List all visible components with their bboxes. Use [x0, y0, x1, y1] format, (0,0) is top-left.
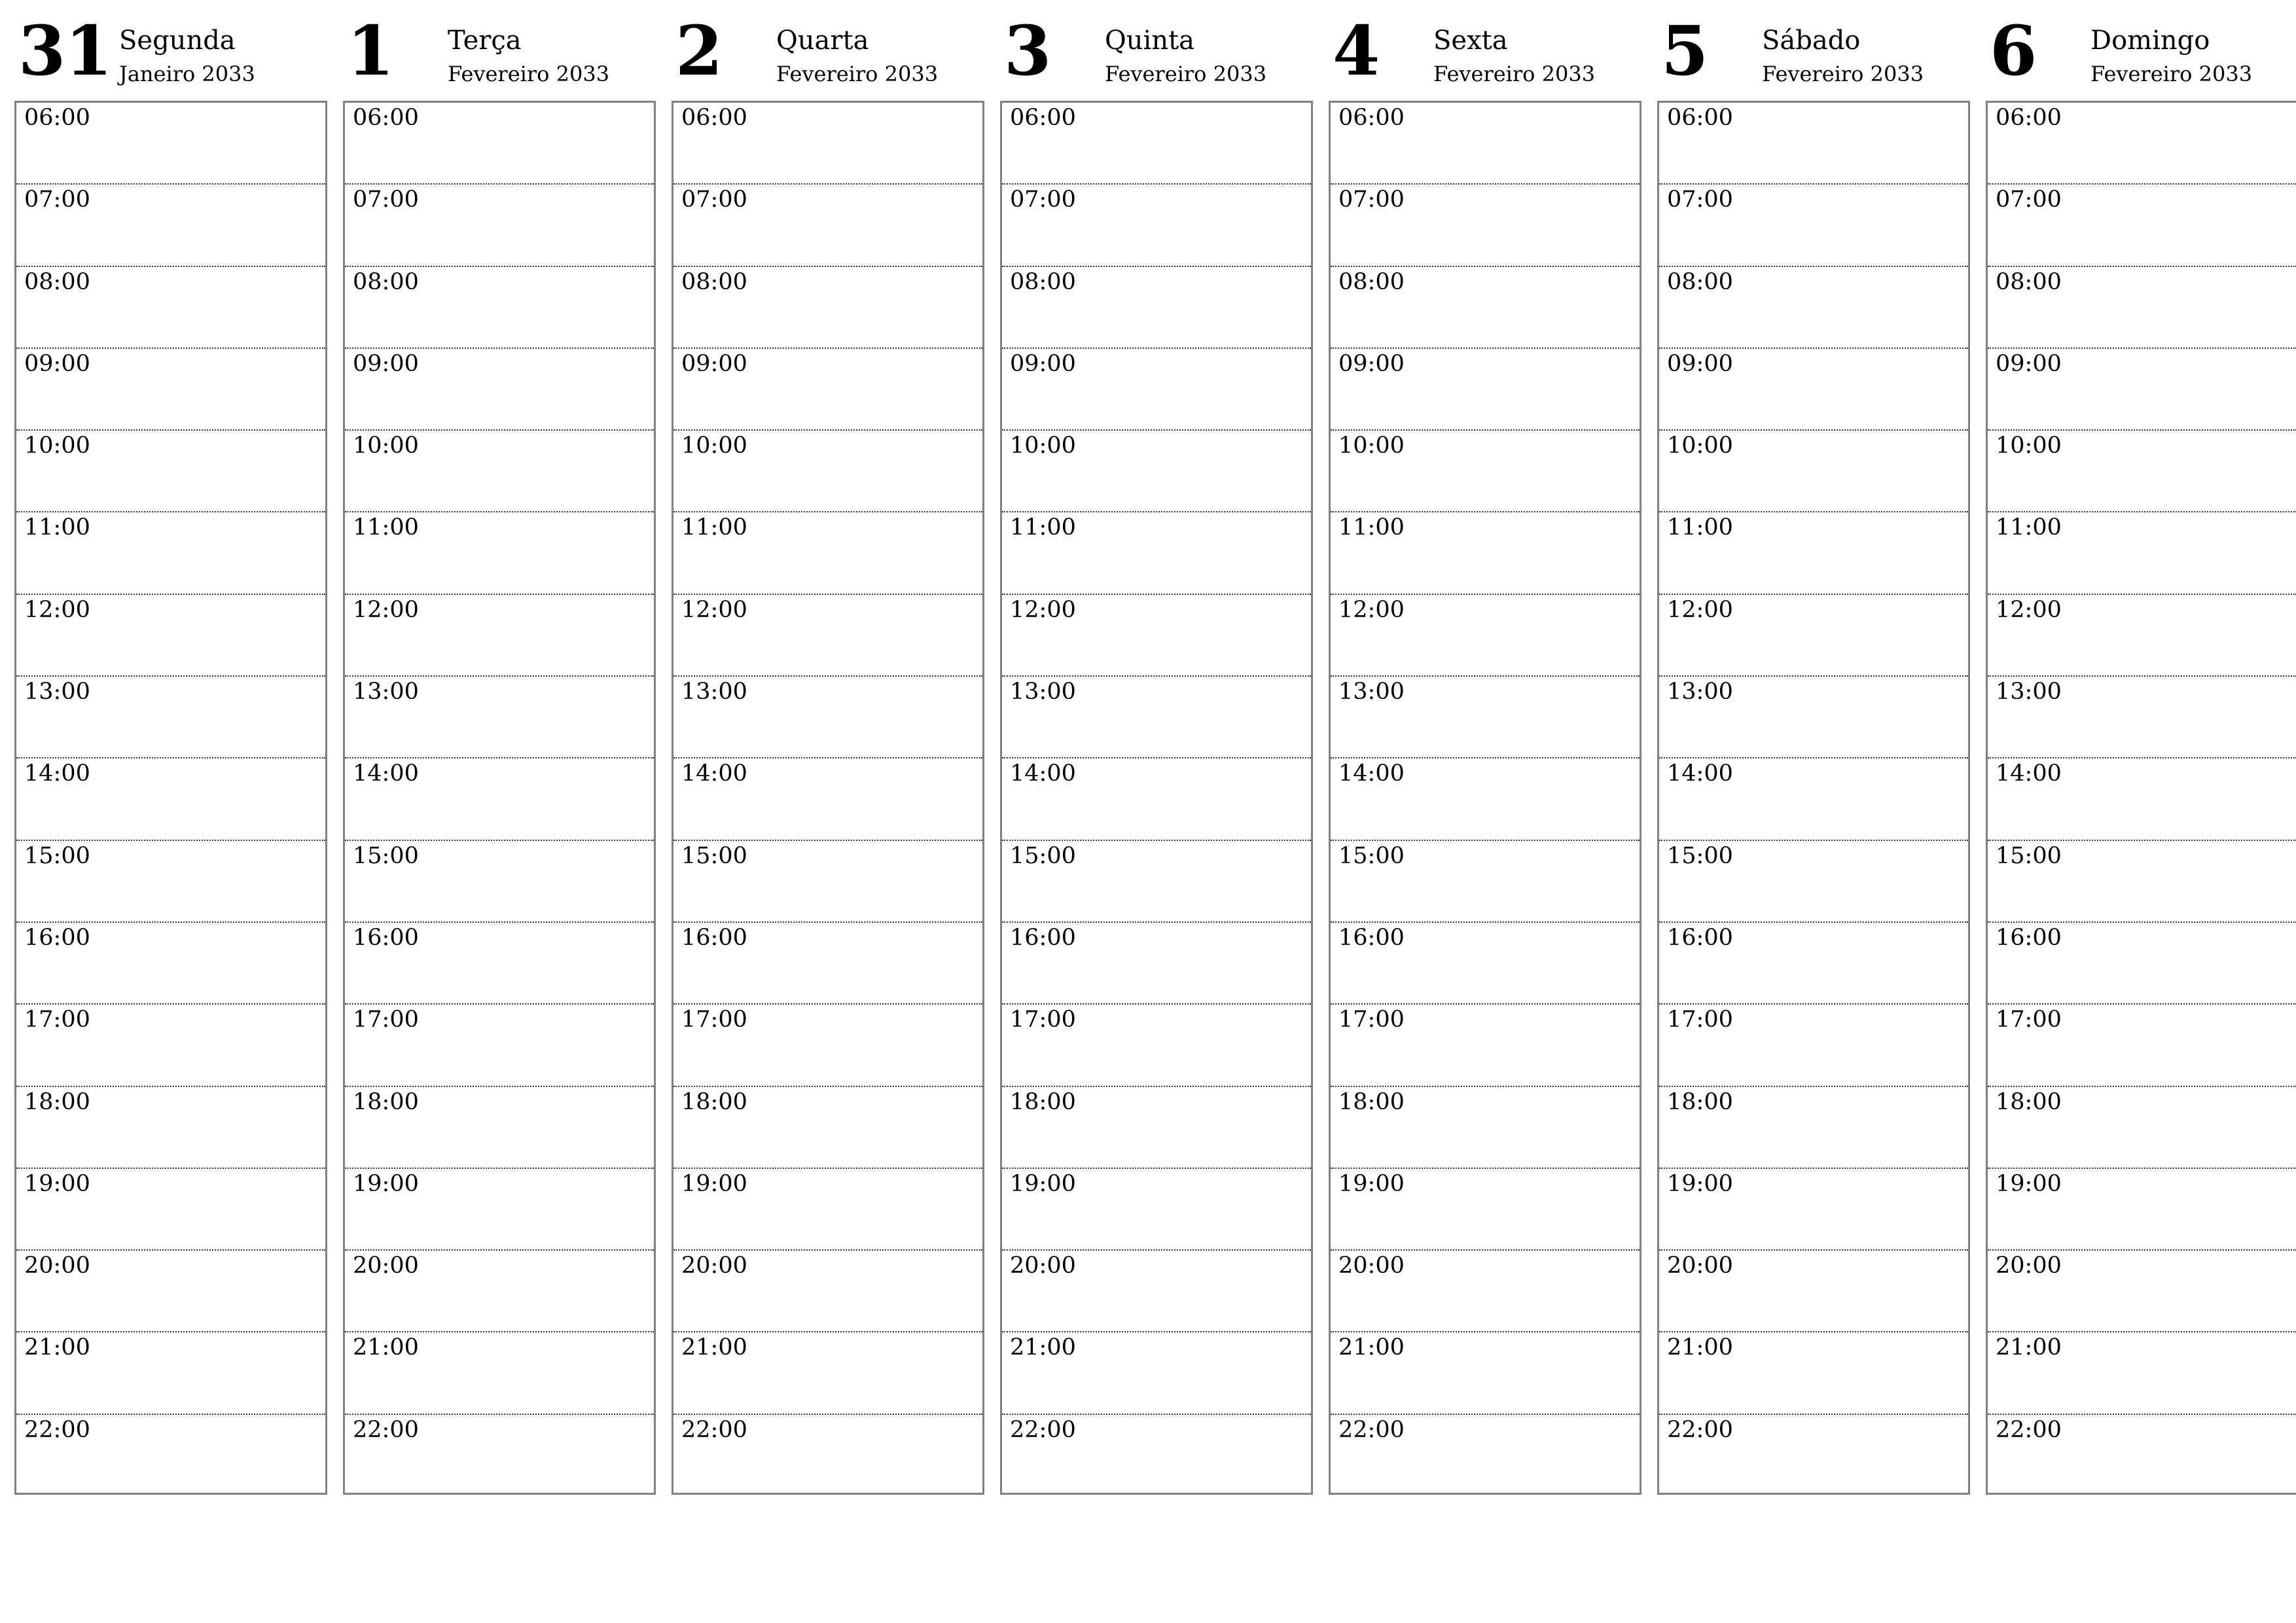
time-slot[interactable] — [1659, 1251, 1968, 1332]
time-slot[interactable] — [16, 1087, 325, 1169]
time-slot[interactable] — [1659, 1169, 1968, 1251]
time-slot-label: 08:00 — [24, 268, 90, 295]
day-header — [1000, 10, 1313, 101]
time-slot[interactable] — [1331, 923, 1640, 1005]
time-slot[interactable] — [1988, 1169, 2296, 1251]
day-header — [1657, 10, 1970, 101]
time-slot[interactable] — [673, 349, 982, 431]
weekday-label: Terça — [448, 26, 522, 56]
day-number: 2 — [675, 10, 723, 91]
day-number: 4 — [1333, 10, 1380, 91]
time-slot[interactable] — [16, 1169, 325, 1251]
time-slot[interactable] — [16, 267, 325, 349]
day-schedule-box — [14, 101, 327, 1495]
weekday-label: Quinta — [1105, 26, 1195, 56]
time-slot[interactable] — [1331, 841, 1640, 923]
time-slot-label: 19:00 — [1338, 1170, 1405, 1197]
time-slot[interactable] — [1659, 1005, 1968, 1086]
time-slot-label: 22:00 — [1338, 1416, 1405, 1443]
time-slot-label: 20:00 — [1667, 1253, 1733, 1279]
time-slot[interactable] — [1659, 103, 1968, 185]
time-slot-label: 12:00 — [24, 596, 90, 623]
time-slot[interactable] — [673, 431, 982, 512]
time-slot-label: 12:00 — [1010, 596, 1076, 623]
time-slot-label: 21:00 — [353, 1334, 419, 1361]
time-slot-label: 16:00 — [24, 924, 90, 951]
day-schedule-box — [1329, 101, 1641, 1495]
time-slot[interactable] — [1002, 841, 1311, 923]
time-slot-label: 10:00 — [1996, 433, 2062, 459]
time-slot-label: 10:00 — [353, 433, 419, 459]
time-slot-label: 11:00 — [1996, 514, 2062, 541]
time-slot[interactable] — [1331, 1415, 1640, 1497]
time-slot-label: 18:00 — [1010, 1088, 1076, 1115]
time-slot-label: 20:00 — [681, 1253, 747, 1279]
time-slot-label: 18:00 — [353, 1088, 419, 1115]
time-slot-label: 17:00 — [24, 1007, 90, 1033]
time-slot-label: 19:00 — [353, 1170, 419, 1197]
time-slot-label: 11:00 — [1010, 514, 1076, 541]
time-slot[interactable] — [1002, 1087, 1311, 1169]
time-slot[interactable] — [1331, 1251, 1640, 1332]
time-slot[interactable] — [345, 267, 654, 349]
time-slot-label: 22:00 — [1996, 1416, 2062, 1443]
time-slot-label: 20:00 — [1010, 1253, 1076, 1279]
time-slot-label: 17:00 — [1996, 1007, 2062, 1033]
time-slot[interactable] — [673, 103, 982, 185]
time-slot[interactable] — [1988, 1251, 2296, 1332]
time-slot[interactable] — [1331, 512, 1640, 594]
time-slot[interactable] — [1659, 349, 1968, 431]
day-number: 5 — [1661, 10, 1708, 91]
time-slot[interactable] — [345, 185, 654, 266]
time-slot-label: 17:00 — [1667, 1007, 1733, 1033]
time-slot[interactable] — [673, 1415, 982, 1497]
time-slot-label: 22:00 — [1667, 1416, 1733, 1443]
time-slot-label: 06:00 — [1338, 105, 1405, 131]
time-slot[interactable] — [1331, 1169, 1640, 1251]
time-slot-label: 16:00 — [353, 924, 419, 951]
time-slot-label: 15:00 — [1667, 842, 1733, 869]
time-slot-label: 11:00 — [1338, 514, 1405, 541]
time-slot-label: 09:00 — [1338, 350, 1405, 377]
time-slot-label: 16:00 — [681, 924, 747, 951]
time-slot[interactable] — [16, 1415, 325, 1497]
time-slot[interactable] — [16, 185, 325, 266]
time-slot[interactable] — [345, 431, 654, 512]
time-slot[interactable] — [345, 841, 654, 923]
weekday-label: Sábado — [1762, 26, 1861, 56]
time-slot-label: 13:00 — [24, 679, 90, 705]
time-slot-label: 08:00 — [353, 268, 419, 295]
time-slot-label: 08:00 — [1996, 268, 2062, 295]
time-slot-label: 06:00 — [353, 105, 419, 131]
time-slot[interactable] — [1659, 431, 1968, 512]
month-year-label: Fevereiro 2033 — [448, 62, 610, 86]
time-slot[interactable] — [345, 1251, 654, 1332]
time-slot[interactable] — [345, 1005, 654, 1086]
time-slot[interactable] — [1002, 349, 1311, 431]
time-slot[interactable] — [1988, 349, 2296, 431]
time-slot-label: 06:00 — [1996, 105, 2062, 131]
weekday-label: Segunda — [119, 26, 236, 56]
time-slot[interactable] — [1988, 923, 2296, 1005]
time-slot[interactable] — [16, 677, 325, 758]
time-slot[interactable] — [1002, 185, 1311, 266]
time-slot[interactable] — [1002, 923, 1311, 1005]
time-slot[interactable] — [1002, 1332, 1311, 1414]
day-schedule-box — [1000, 101, 1313, 1495]
time-slot[interactable] — [1331, 677, 1640, 758]
time-slot[interactable] — [345, 1087, 654, 1169]
day-schedule-box — [1657, 101, 1970, 1495]
time-slot[interactable] — [1659, 185, 1968, 266]
time-slot[interactable] — [1988, 1005, 2296, 1086]
time-slot-label: 07:00 — [1667, 187, 1733, 213]
time-slot[interactable] — [673, 267, 982, 349]
time-slot[interactable] — [1002, 595, 1311, 677]
time-slot-label: 17:00 — [1010, 1007, 1076, 1033]
time-slot[interactable] — [345, 677, 654, 758]
time-slot[interactable] — [1002, 103, 1311, 185]
time-slot-label: 12:00 — [1996, 596, 2062, 623]
month-year-label: Fevereiro 2033 — [1105, 62, 1267, 86]
time-slot-label: 14:00 — [1996, 760, 2062, 787]
day-number: 6 — [1990, 10, 2037, 91]
time-slot-label: 12:00 — [1338, 596, 1405, 623]
time-slot[interactable] — [1659, 1415, 1968, 1497]
time-slot[interactable] — [345, 1332, 654, 1414]
time-slot[interactable] — [1988, 1415, 2296, 1497]
time-slot-label: 12:00 — [681, 596, 747, 623]
time-slot-label: 22:00 — [24, 1416, 90, 1443]
time-slot[interactable] — [1331, 267, 1640, 349]
time-slot[interactable] — [673, 1251, 982, 1332]
day-schedule-box — [1986, 101, 2296, 1495]
time-slot-label: 22:00 — [681, 1416, 747, 1443]
time-slot[interactable] — [1988, 185, 2296, 266]
time-slot-label: 13:00 — [681, 679, 747, 705]
time-slot[interactable] — [1002, 1415, 1311, 1497]
time-slot[interactable] — [1988, 595, 2296, 677]
time-slot-label: 22:00 — [353, 1416, 419, 1443]
time-slot-label: 20:00 — [353, 1253, 419, 1279]
time-slot[interactable] — [16, 431, 325, 512]
time-slot-label: 09:00 — [24, 350, 90, 377]
time-slot[interactable] — [1659, 677, 1968, 758]
time-slot[interactable] — [673, 841, 982, 923]
day-column — [1657, 10, 1970, 1495]
time-slot[interactable] — [1331, 758, 1640, 840]
time-slot-label: 14:00 — [681, 760, 747, 787]
time-slot[interactable] — [16, 1251, 325, 1332]
time-slot-label: 18:00 — [24, 1088, 90, 1115]
day-header — [14, 10, 327, 101]
day-header — [343, 10, 656, 101]
day-column — [343, 10, 656, 1495]
time-slot-label: 07:00 — [681, 187, 747, 213]
time-slot[interactable] — [673, 1169, 982, 1251]
time-slot-label: 14:00 — [24, 760, 90, 787]
time-slot-label: 09:00 — [1667, 350, 1733, 377]
time-slot[interactable] — [1988, 758, 2296, 840]
time-slot-label: 09:00 — [1010, 350, 1076, 377]
time-slot-label: 08:00 — [1338, 268, 1405, 295]
day-number: 3 — [1004, 10, 1051, 91]
time-slot[interactable] — [16, 103, 325, 185]
time-slot[interactable] — [1988, 1332, 2296, 1414]
time-slot[interactable] — [345, 1415, 654, 1497]
time-slot[interactable] — [673, 185, 982, 266]
time-slot-label: 10:00 — [24, 433, 90, 459]
time-slot-label: 11:00 — [353, 514, 419, 541]
time-slot[interactable] — [1988, 841, 2296, 923]
time-slot[interactable] — [1988, 677, 2296, 758]
time-slot-label: 13:00 — [1010, 679, 1076, 705]
time-slot-label: 13:00 — [1667, 679, 1733, 705]
time-slot-label: 14:00 — [1338, 760, 1405, 787]
time-slot-label: 07:00 — [1338, 187, 1405, 213]
time-slot-label: 06:00 — [24, 105, 90, 131]
day-header — [1986, 10, 2296, 101]
time-slot-label: 12:00 — [353, 596, 419, 623]
time-slot-label: 20:00 — [1338, 1253, 1405, 1279]
day-column — [1986, 10, 2296, 1495]
time-slot-label: 20:00 — [1996, 1253, 2062, 1279]
time-slot-label: 16:00 — [1996, 924, 2062, 951]
time-slot[interactable] — [1659, 1332, 1968, 1414]
time-slot-label: 10:00 — [1338, 433, 1405, 459]
day-column — [1329, 10, 1641, 1495]
time-slot[interactable] — [345, 512, 654, 594]
time-slot[interactable] — [1331, 1332, 1640, 1414]
time-slot[interactable] — [1002, 512, 1311, 594]
time-slot-label: 09:00 — [681, 350, 747, 377]
time-slot-label: 07:00 — [24, 187, 90, 213]
time-slot[interactable] — [1331, 185, 1640, 266]
time-slot-label: 13:00 — [353, 679, 419, 705]
time-slot-label: 18:00 — [681, 1088, 747, 1115]
time-slot[interactable] — [1331, 1087, 1640, 1169]
time-slot[interactable] — [673, 758, 982, 840]
time-slot-label: 08:00 — [681, 268, 747, 295]
time-slot-label: 10:00 — [1667, 433, 1733, 459]
weekday-label: Sexta — [1433, 26, 1508, 56]
time-slot-label: 07:00 — [1010, 187, 1076, 213]
time-slot[interactable] — [1002, 1251, 1311, 1332]
month-year-label: Fevereiro 2033 — [776, 62, 939, 86]
time-slot[interactable] — [16, 349, 325, 431]
time-slot[interactable] — [673, 1332, 982, 1414]
time-slot[interactable] — [1659, 923, 1968, 1005]
time-slot[interactable] — [1331, 1005, 1640, 1086]
time-slot[interactable] — [1988, 512, 2296, 594]
day-column — [14, 10, 327, 1495]
time-slot-label: 20:00 — [24, 1253, 90, 1279]
month-year-label: Janeiro 2033 — [119, 62, 255, 86]
day-header — [1329, 10, 1641, 101]
time-slot[interactable] — [1002, 1169, 1311, 1251]
time-slot[interactable] — [345, 758, 654, 840]
month-year-label: Fevereiro 2033 — [2090, 62, 2253, 86]
day-schedule-box — [343, 101, 656, 1495]
time-slot[interactable] — [345, 923, 654, 1005]
time-slot-label: 16:00 — [1667, 924, 1733, 951]
time-slot[interactable] — [16, 841, 325, 923]
day-number: 1 — [347, 10, 394, 91]
time-slot[interactable] — [673, 1087, 982, 1169]
weekday-label: Domingo — [2090, 26, 2210, 56]
time-slot[interactable] — [1331, 431, 1640, 512]
time-slot-label: 15:00 — [353, 842, 419, 869]
time-slot-label: 19:00 — [1667, 1170, 1733, 1197]
time-slot-label: 06:00 — [1010, 105, 1076, 131]
time-slot-label: 15:00 — [681, 842, 747, 869]
month-year-label: Fevereiro 2033 — [1433, 62, 1596, 86]
time-slot-label: 15:00 — [24, 842, 90, 869]
time-slot[interactable] — [1659, 758, 1968, 840]
time-slot-label: 19:00 — [681, 1170, 747, 1197]
time-slot-label: 09:00 — [353, 350, 419, 377]
time-slot[interactable] — [1002, 431, 1311, 512]
time-slot-label: 06:00 — [681, 105, 747, 131]
time-slot[interactable] — [1988, 103, 2296, 185]
time-slot-label: 18:00 — [1338, 1088, 1405, 1115]
time-slot-label: 22:00 — [1010, 1416, 1076, 1443]
time-slot[interactable] — [1002, 758, 1311, 840]
time-slot-label: 13:00 — [1996, 679, 2062, 705]
time-slot-label: 12:00 — [1667, 596, 1733, 623]
weekly-planner — [14, 10, 2291, 1495]
time-slot[interactable] — [673, 595, 982, 677]
time-slot-label: 10:00 — [1010, 433, 1076, 459]
time-slot-label: 21:00 — [1010, 1334, 1076, 1361]
time-slot-label: 21:00 — [681, 1334, 747, 1361]
time-slot[interactable] — [16, 1332, 325, 1414]
time-slot[interactable] — [16, 1005, 325, 1086]
time-slot[interactable] — [673, 923, 982, 1005]
time-slot-label: 21:00 — [24, 1334, 90, 1361]
time-slot[interactable] — [1002, 267, 1311, 349]
time-slot-label: 19:00 — [24, 1170, 90, 1197]
time-slot[interactable] — [1002, 1005, 1311, 1086]
time-slot[interactable] — [1988, 431, 2296, 512]
time-slot-label: 11:00 — [681, 514, 747, 541]
time-slot-label: 07:00 — [1996, 187, 2062, 213]
time-slot[interactable] — [1002, 677, 1311, 758]
time-slot-label: 14:00 — [1010, 760, 1076, 787]
time-slot[interactable] — [1659, 595, 1968, 677]
time-slot[interactable] — [1659, 512, 1968, 594]
time-slot[interactable] — [1659, 267, 1968, 349]
time-slot-label: 14:00 — [1667, 760, 1733, 787]
time-slot-label: 15:00 — [1996, 842, 2062, 869]
time-slot-label: 11:00 — [1667, 514, 1733, 541]
time-slot-label: 21:00 — [1996, 1334, 2062, 1361]
time-slot-label: 19:00 — [1996, 1170, 2062, 1197]
time-slot-label: 19:00 — [1010, 1170, 1076, 1197]
time-slot[interactable] — [345, 1169, 654, 1251]
time-slot-label: 08:00 — [1667, 268, 1733, 295]
time-slot[interactable] — [16, 923, 325, 1005]
weekday-label: Quarta — [776, 26, 869, 56]
day-number: 31 — [18, 10, 112, 91]
time-slot-label: 21:00 — [1667, 1334, 1733, 1361]
time-slot[interactable] — [1331, 595, 1640, 677]
time-slot[interactable] — [1988, 1087, 2296, 1169]
time-slot-label: 07:00 — [353, 187, 419, 213]
month-year-label: Fevereiro 2033 — [1762, 62, 1924, 86]
time-slot[interactable] — [345, 595, 654, 677]
time-slot[interactable] — [1988, 267, 2296, 349]
time-slot-label: 15:00 — [1338, 842, 1405, 869]
time-slot[interactable] — [16, 758, 325, 840]
time-slot-label: 16:00 — [1338, 924, 1405, 951]
time-slot-label: 09:00 — [1996, 350, 2062, 377]
day-schedule-box — [672, 101, 984, 1495]
time-slot[interactable] — [673, 1005, 982, 1086]
day-column — [672, 10, 984, 1495]
time-slot-label: 11:00 — [24, 514, 90, 541]
time-slot[interactable] — [1659, 1087, 1968, 1169]
time-slot[interactable] — [673, 677, 982, 758]
day-header — [672, 10, 984, 101]
time-slot-label: 08:00 — [1010, 268, 1076, 295]
time-slot[interactable] — [345, 103, 654, 185]
time-slot-label: 14:00 — [353, 760, 419, 787]
time-slot[interactable] — [345, 349, 654, 431]
time-slot[interactable] — [16, 595, 325, 677]
time-slot-label: 21:00 — [1338, 1334, 1405, 1361]
time-slot[interactable] — [1659, 841, 1968, 923]
time-slot-label: 17:00 — [353, 1007, 419, 1033]
time-slot-label: 06:00 — [1667, 105, 1733, 131]
time-slot-label: 15:00 — [1010, 842, 1076, 869]
time-slot-label: 13:00 — [1338, 679, 1405, 705]
time-slot-label: 18:00 — [1667, 1088, 1733, 1115]
time-slot-label: 17:00 — [681, 1007, 747, 1033]
day-column — [1000, 10, 1313, 1495]
time-slot-label: 18:00 — [1996, 1088, 2062, 1115]
time-slot-label: 16:00 — [1010, 924, 1076, 951]
time-slot-label: 17:00 — [1338, 1007, 1405, 1033]
time-slot[interactable] — [1331, 349, 1640, 431]
time-slot[interactable] — [673, 512, 982, 594]
time-slot[interactable] — [16, 512, 325, 594]
time-slot-label: 10:00 — [681, 433, 747, 459]
time-slot[interactable] — [1331, 103, 1640, 185]
